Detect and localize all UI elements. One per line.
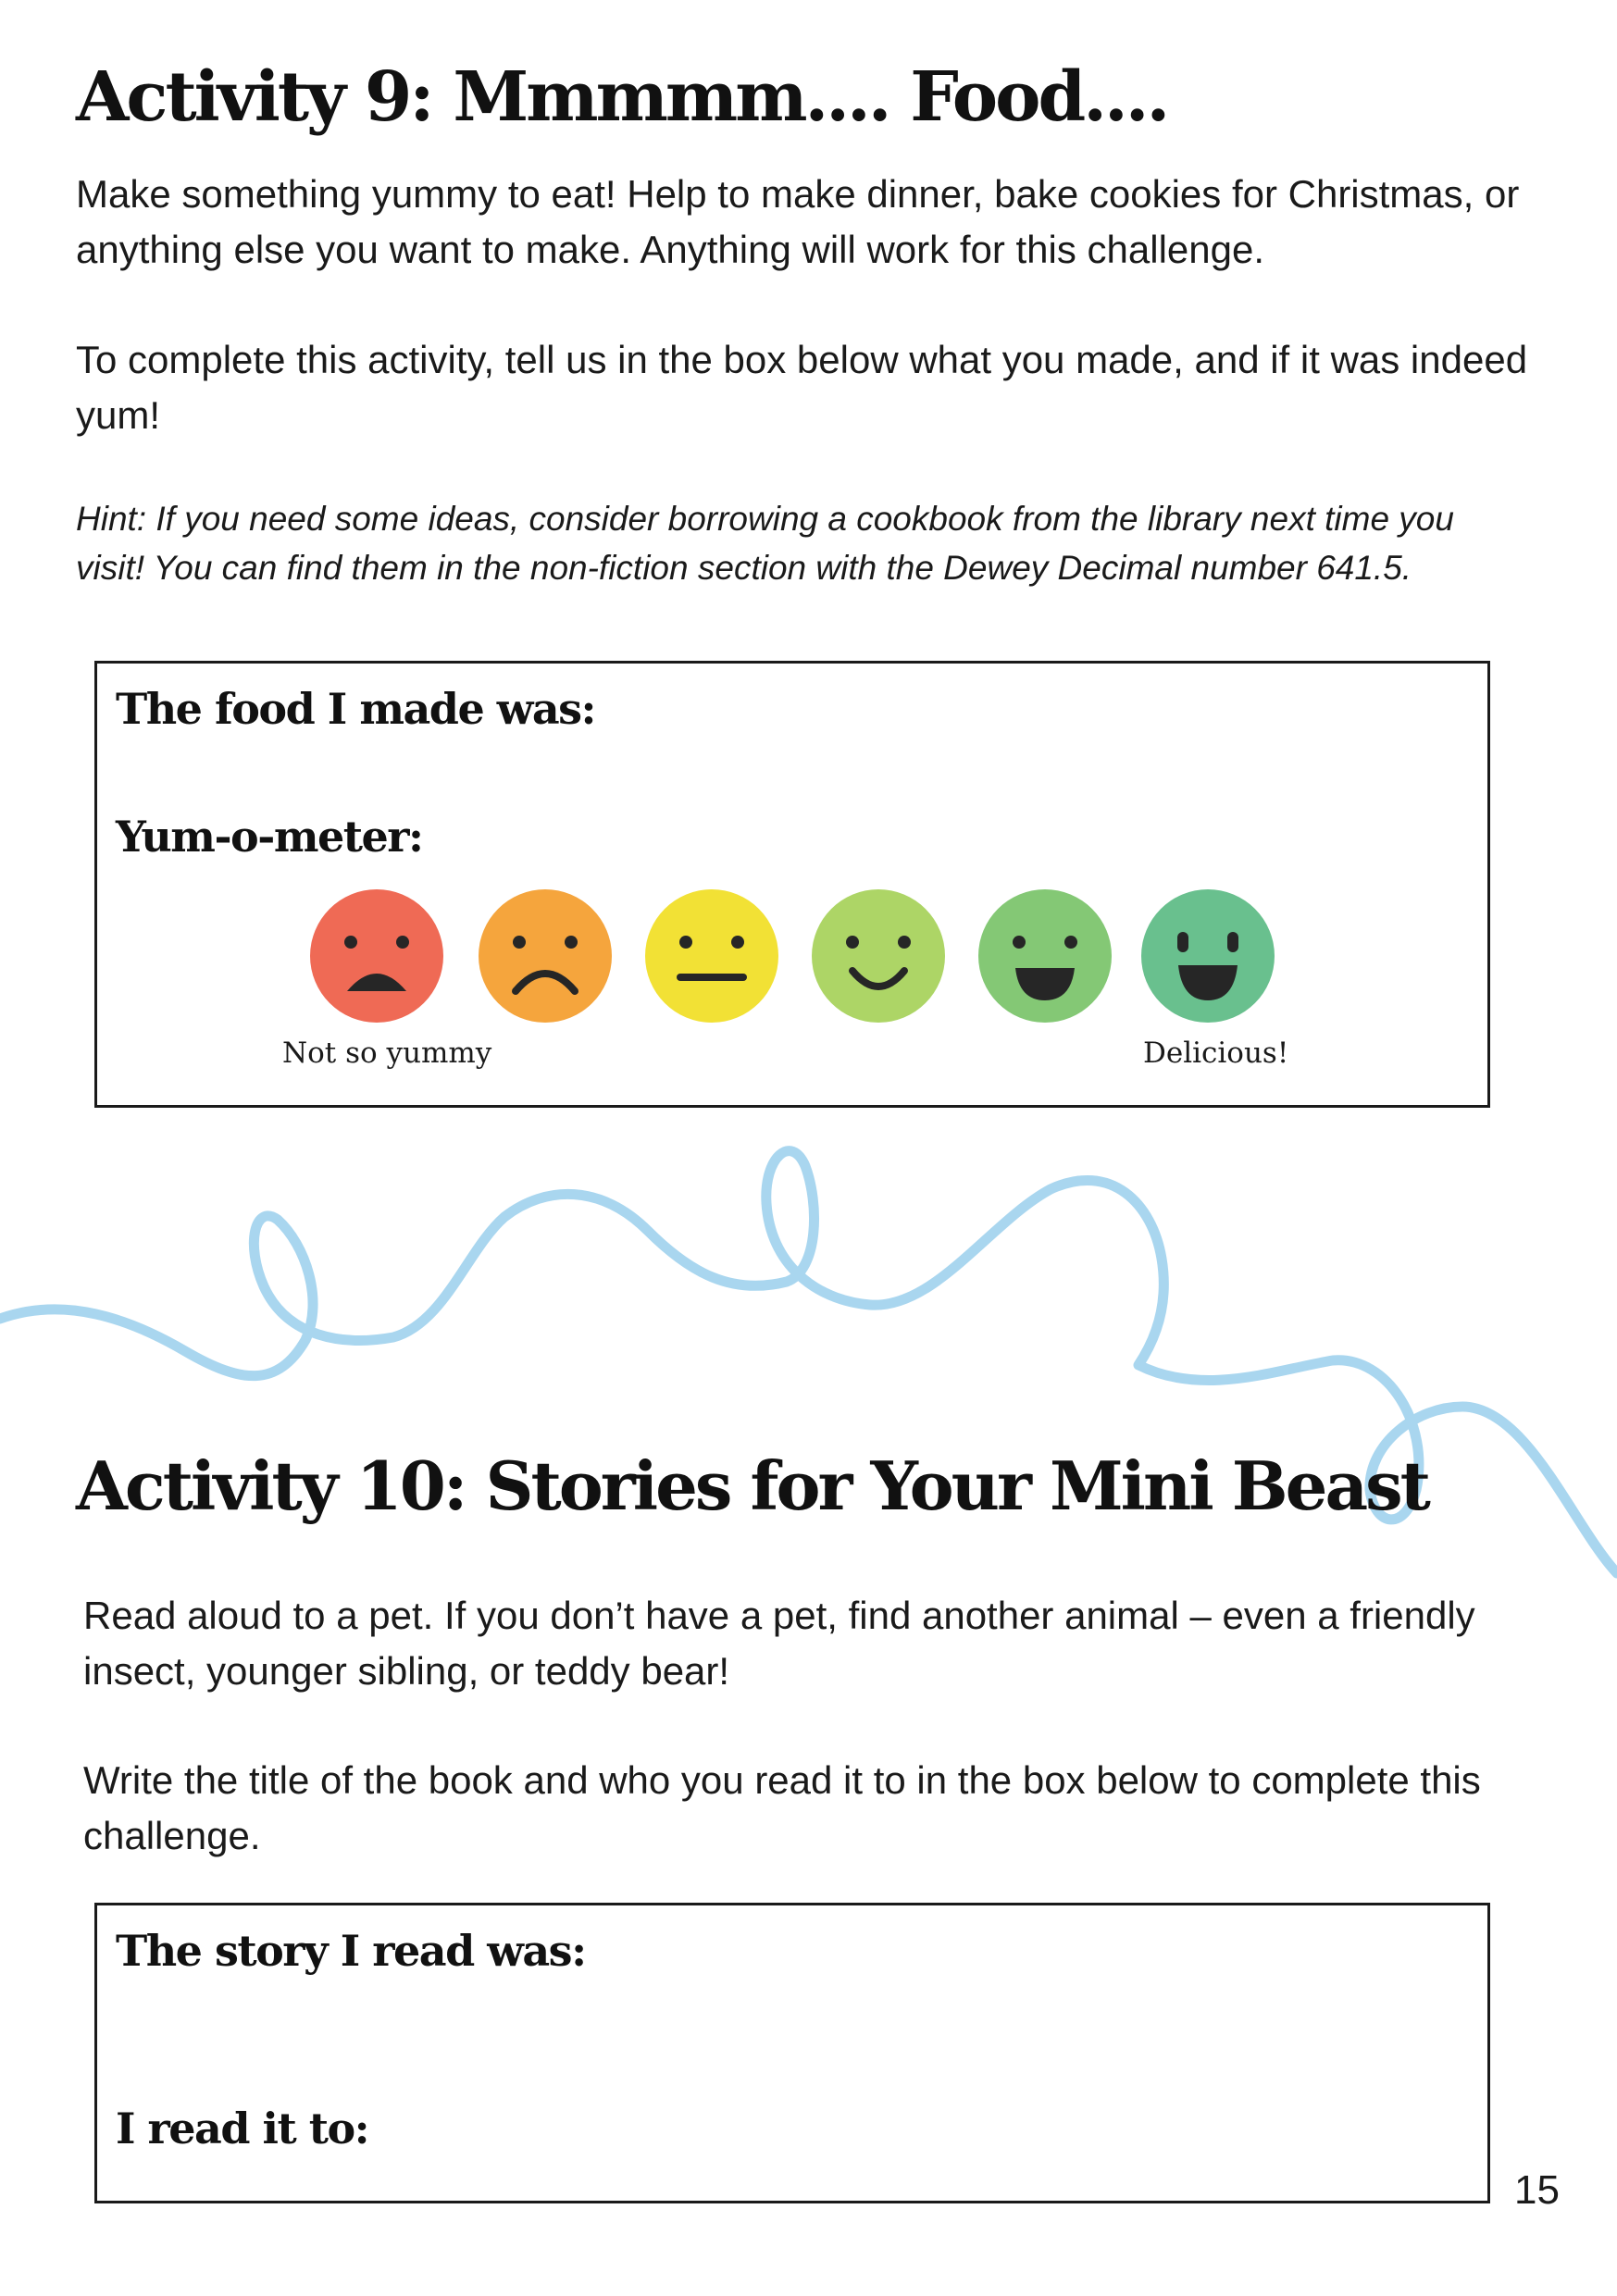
story-read-label: The story I read was:: [116, 1926, 586, 1976]
scale-low-label: Not so yummy: [282, 1036, 492, 1070]
read-to-label: I read it to:: [116, 2104, 369, 2153]
very-happy-face-icon[interactable]: [1141, 889, 1275, 1023]
yum-o-meter-label: Yum-o-meter:: [116, 812, 423, 862]
activity-9-hint: Hint: If you need some ideas, consider borrowing a cookbook from the library next time you visit! You can find them in the non-fiction section with the Dewey Decimal number 641.5.: [76, 500, 1454, 587]
smile-face-icon[interactable]: [812, 889, 945, 1023]
activity-10-title: Activity 10: Stories for Your Mini Beast: [76, 1446, 1428, 1525]
page-number: 15: [1514, 2167, 1560, 2213]
story-response-box[interactable]: [94, 1903, 1490, 2203]
neutral-face-icon[interactable]: [645, 889, 778, 1023]
activity-9-title: Activity 9: Mmmmm.... Food....: [76, 57, 1168, 137]
activity-10-instructions: Read aloud to a pet. If you don’t have a pet, find another animal – even a friendly insect, younger sibling, or teddy bear!: [83, 1594, 1475, 1693]
activity-9-completion-instructions: To complete this activity, tell us in the box below what you made, and if it was indeed yum!: [76, 338, 1528, 437]
activity-9-instructions: Make something yummy to eat! Help to make dinner, bake cookies for Christmas, or anything else you want to make. Anything will work for this challenge.: [76, 172, 1520, 271]
very-sad-face-icon[interactable]: [310, 889, 443, 1023]
food-made-label: The food I made was:: [116, 684, 596, 734]
sad-face-icon[interactable]: [479, 889, 612, 1023]
food-response-box[interactable]: [94, 661, 1490, 1108]
scale-high-label: Delicious!: [1143, 1036, 1289, 1070]
activity-10-completion-instructions: Write the title of the book and who you read it to in the box below to complete this challenge.: [83, 1758, 1481, 1857]
happy-face-icon[interactable]: [978, 889, 1112, 1023]
